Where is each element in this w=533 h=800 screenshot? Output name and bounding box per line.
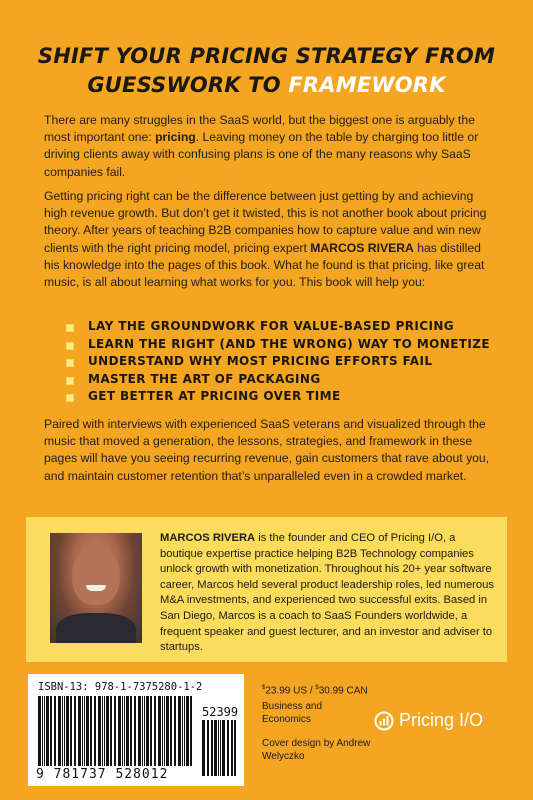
barcode-bar (190, 696, 192, 766)
barcode-bar (130, 696, 132, 766)
barcode-bar (182, 696, 183, 766)
benefit-item (66, 318, 506, 336)
barcode-bar (184, 696, 185, 766)
barcode-bar (106, 696, 109, 766)
barcode-bar (84, 696, 85, 766)
barcode-bar (114, 696, 116, 766)
isbn-label: ISBN-13: 978-1-7375280-1-2 (38, 681, 203, 693)
barcode-bar (78, 696, 81, 766)
benefit-item (66, 388, 506, 406)
barcode-bar (170, 696, 172, 766)
barcode-bar (62, 696, 63, 766)
benefit-item (66, 353, 506, 371)
photo-shirt (56, 613, 136, 643)
barcode-bar (50, 696, 52, 766)
barcode-bar (186, 696, 189, 766)
benefit-list (66, 318, 506, 406)
benefit-label: UNDERSTAND WHY MOST PRICING EFFORTS FAIL (88, 354, 433, 369)
barcode-bar (150, 696, 152, 766)
barcode-bar (126, 696, 129, 766)
barcode-bar (214, 720, 217, 776)
benefit-item (66, 371, 506, 389)
photo-head (72, 545, 120, 605)
us-dollar-sign: $ (262, 685, 266, 691)
barcode-bar (90, 696, 92, 766)
can-dollar-sign: $ (315, 685, 319, 691)
addon-barcode (202, 720, 236, 776)
closing-paragraph: Paired with interviews with experienced SaaS veterans and visualized through the music that moved a generation, the lessons, strategies, and framework in these pages will have you seeing recurring revenue, gain customers that rave about you, and maintain customer retention that’s unparalleled even in a crowded market. (44, 417, 490, 483)
us-price: 23.99 US / (265, 685, 316, 697)
barcode-bar (98, 696, 101, 766)
bullet-square-icon (66, 394, 74, 402)
benefit-item (66, 336, 506, 354)
barcode-bar (231, 720, 233, 776)
barcode-bar (144, 696, 145, 766)
category-label: Business and Economics (262, 701, 323, 725)
intro-text-a: There are many struggles in the SaaS world, but the biggest one is arguably the most important one: (44, 113, 475, 145)
barcode-bar (70, 696, 72, 766)
barcode-bar (166, 696, 169, 766)
barcode-bar (202, 720, 205, 776)
headline-line-1: SHIFT YOUR PRICING STRATEGY FROM (37, 44, 496, 68)
author-name-inline: MARCOS RIVERA (310, 240, 414, 255)
barcode-bar (64, 696, 65, 766)
second-text-b: has distilled his knowledge into the pages of this book. What he found is that pricing, like great music, is all about learning what works for you. This book will help you: (44, 240, 485, 290)
benefit-label: LAY THE GROUNDWORK FOR VALUE-BASED PRICING (88, 319, 455, 333)
bullet-square-icon (66, 359, 74, 367)
barcode-bar (218, 720, 219, 776)
headline-line-2 (0, 71, 533, 100)
intro-text-b: . Leaving money on the table by charging too little or driving clients away with confusing plans is one of the many reasons why SaaS companies fail. (44, 130, 479, 179)
photo-smile (86, 585, 106, 591)
benefit-label: GET BETTER AT PRICING OVER TIME (88, 389, 341, 404)
cover-credit: Cover design by Andrew Welyczko (262, 738, 371, 762)
barcode-bar (164, 696, 165, 766)
barcode-bar (46, 696, 49, 766)
barcode-bar (211, 720, 213, 776)
barcode-bar (42, 696, 43, 766)
price-label (262, 682, 368, 697)
ean-barcode (38, 696, 194, 766)
barcode-bar (222, 720, 225, 776)
barcode-bar (162, 696, 163, 766)
barcode-bar (102, 696, 103, 766)
benefit-label: MASTER THE ART OF PACKAGING (88, 371, 321, 386)
barcode-bar (227, 720, 229, 776)
barcode-bar (124, 696, 125, 766)
barcode-bar (86, 696, 89, 766)
barcode-bar (104, 696, 105, 766)
barcode-bar (44, 696, 45, 766)
headline-plain: GUESSWORK TO (87, 73, 289, 97)
barcode-bar (174, 696, 176, 766)
barcode-bar (94, 696, 96, 766)
headline-accent: FRAMEWORK (288, 73, 446, 97)
headline (0, 42, 533, 100)
barcode-bar (138, 696, 141, 766)
second-text-a: Getting pricing right can be the difference between just getting by and achieving high revenue growth. But don’t get it twisted, this is not another book about pricing theory. After years of teaching B2B companies how to capture value and win new clients with the right pricing model, pricing expert (44, 189, 487, 255)
intro-paragraph (44, 112, 494, 181)
bullet-square-icon (66, 342, 74, 350)
barcode-bar (220, 720, 221, 776)
barcode-bar (142, 696, 143, 766)
barcode-bar (74, 696, 76, 766)
barcode-bar (234, 720, 236, 776)
publisher-name: Pricing I/O (399, 710, 484, 730)
barcode-bar (178, 696, 181, 766)
barcode-bar (154, 696, 156, 766)
barcode-bar (82, 696, 83, 766)
ean-digits: 9 781737 528012 (36, 767, 169, 782)
author-bio-text: is the founder and CEO of Pricing I/O, a boutique expertise practice helping B2B Technology companies unlock growth with monetization. Throughout his 20+ year software career, Marcos held several product leadership roles, led numerous M&A investments, and experienced two successful exits. Based in San Diego, Marcos is a coach to SaaS Founders worldwide, a frequent speaker and guest lecturer, and an investor and adviser to startups. (160, 532, 494, 654)
pricing-io-logo-icon (374, 711, 394, 731)
intro-bold-pricing: pricing (155, 130, 196, 145)
author-bio-box (26, 517, 507, 662)
barcode-bar (134, 696, 136, 766)
author-photo (50, 533, 142, 643)
barcode-bar (122, 696, 123, 766)
bullet-square-icon (66, 377, 74, 385)
can-price: 30.99 CAN (318, 685, 368, 697)
barcode-bar (58, 696, 61, 766)
benefit-label: LEARN THE RIGHT (AND THE WRONG) WAY TO MONETIZE (88, 336, 490, 351)
publisher-logo (374, 710, 483, 731)
second-paragraph (44, 188, 494, 291)
barcode-bar (54, 696, 56, 766)
barcode-panel (28, 674, 244, 786)
bullet-square-icon (66, 324, 74, 332)
barcode-bar (146, 696, 149, 766)
barcode-bar (118, 696, 121, 766)
barcode-bar (207, 720, 209, 776)
barcode-bar (66, 696, 69, 766)
author-bio (160, 531, 498, 656)
addon-code: 52399 (202, 705, 239, 719)
barcode-bar (158, 696, 161, 766)
barcode-bar (38, 696, 41, 766)
author-name: MARCOS RIVERA (160, 532, 256, 544)
barcode-bar (110, 696, 112, 766)
